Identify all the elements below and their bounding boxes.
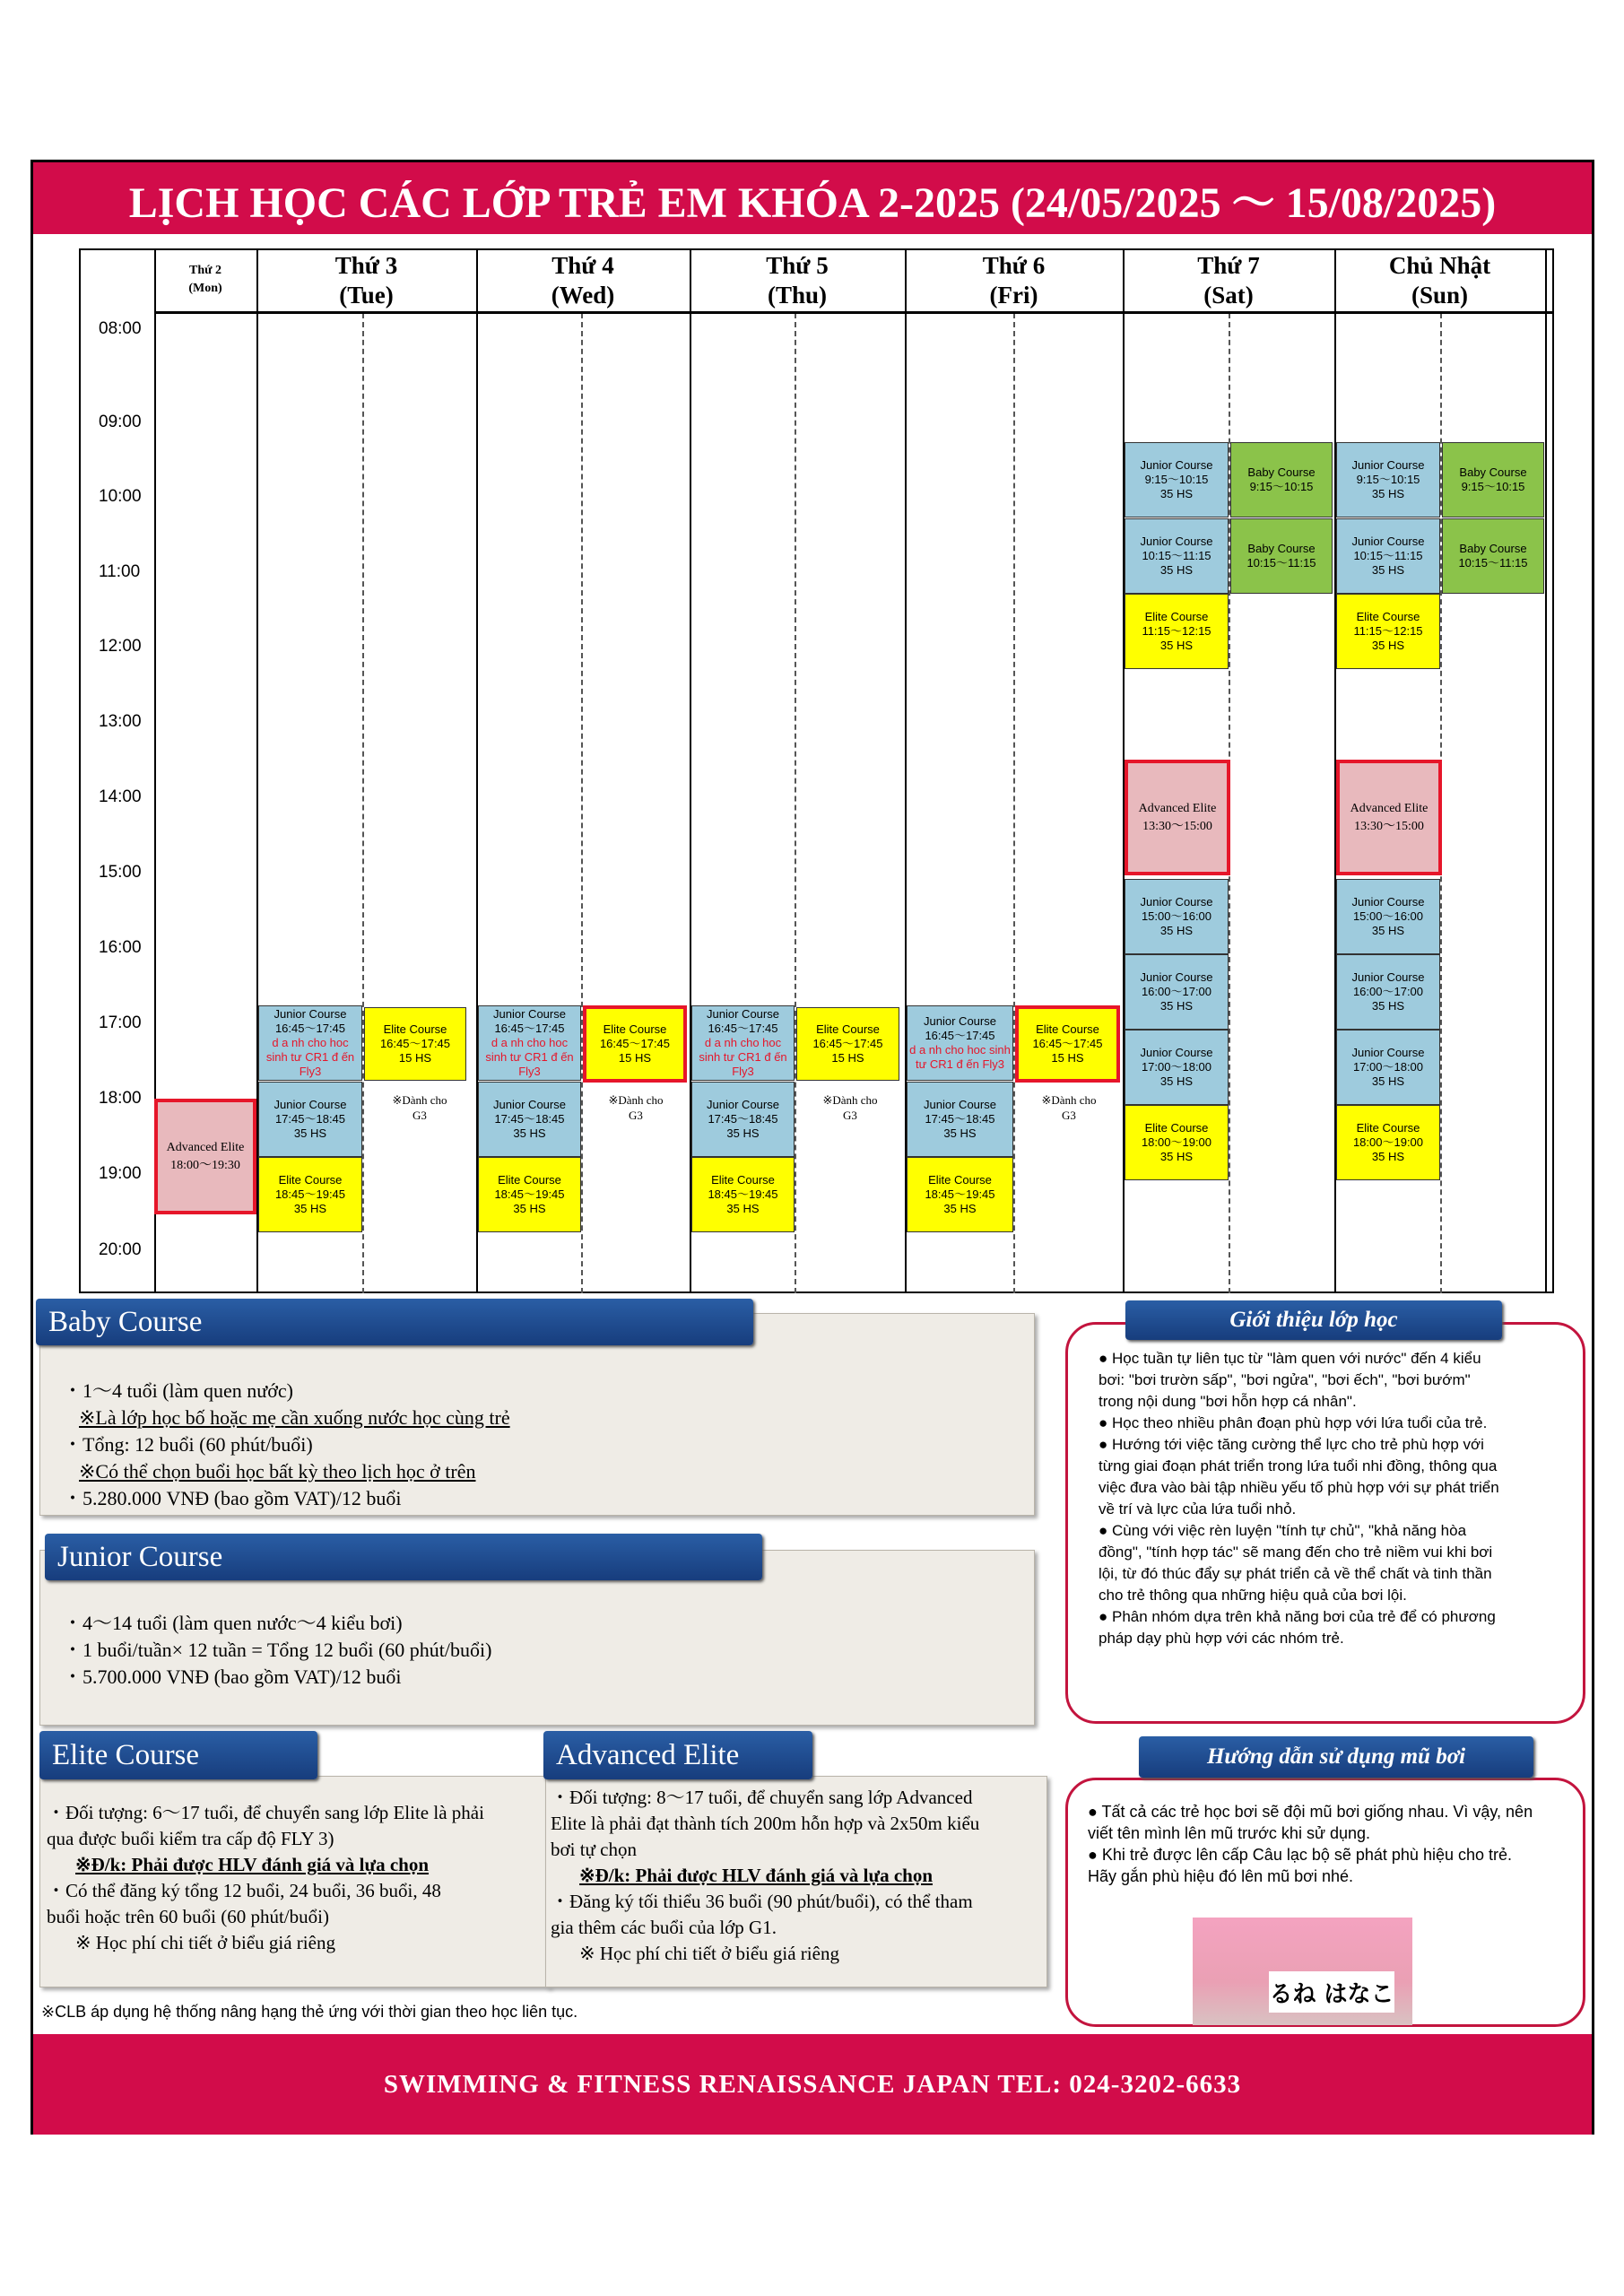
intro-text: ● Học tuần tự liên tục từ "làm quen với nước" đến 4 kiểu bơi: "bơi trườn sấp", "bơi ngửa", "bơi ếch", "bơi bướm" trong nội dung "bơi hỗn hợp cá nhân". ● Học theo nhiều phân đoạn phù hợp với lứa tuổi của trẻ. ● Hướng tới việc tăng cường thể lực cho trẻ phù hợp với từng giai đoạn phát triển trong lứa tuổi nhi đồng, thông qua việc đưa vào bài tập nhiều yếu tố phù hợp với sự phát triển về trí và lực của lứa tuổi nhỏ. ● Cùng với việc rèn luyện "tính tự chủ", "khả năng hòa đồng", "tính hợp tác" sẽ mang đến cho trẻ niềm vui khi bơi lội, từ đó thúc đẩy sự phát triển cả về thể chất và tinh thần cho trẻ thông qua những hiệu quả của bơi lội. ● Phân nhóm dựa trên khả năng bơi của trẻ để có phương pháp dạy phù hợp với các nhóm trẻ. (1099, 1350, 1499, 1647)
class-junior-wed-b[interactable]: Junior Course 17:45～18:45 35 HS (478, 1082, 581, 1157)
class-junior-tue-a[interactable]: Junior Course 16:45～17:45 d a nh cho hoc sinh tư CR1 đ ến Fly3 (258, 1005, 362, 1081)
class-junior-sun-1500[interactable]: Junior Course 15:00～16:00 35 HS (1336, 879, 1440, 954)
time-label: 16:00 (99, 938, 142, 957)
time-label: 19:00 (99, 1164, 142, 1183)
time-label: 15:00 (99, 863, 142, 882)
class-junior-sat-1500[interactable]: Junior Course 15:00～16:00 35 HS (1125, 879, 1229, 954)
class-elite-sun-1800[interactable]: Elite Course 18:00～19:00 35 HS (1336, 1105, 1440, 1180)
class-junior-sat-1015[interactable]: Junior Course 10:15～11:15 35 HS (1125, 518, 1229, 594)
class-baby-sat-0915[interactable]: Baby Course 9:15～10:15 (1230, 442, 1333, 517)
g3-note-fri: ※Dành cho G3 (1041, 1093, 1097, 1122)
time-label: 09:00 (99, 413, 142, 431)
time-label: 17:00 (99, 1013, 142, 1032)
advanced-elite-heading: Advanced Elite (543, 1731, 812, 1779)
class-junior-sun-1600[interactable]: Junior Course 16:00～17:00 35 HS (1336, 954, 1440, 1030)
class-junior-sat-0915[interactable]: Junior Course 9:15～10:15 35 HS (1125, 442, 1229, 517)
class-elite-sat-1800[interactable]: Elite Course 18:00～19:00 35 HS (1125, 1105, 1229, 1180)
day-header-fri: Thứ 6 (Fri) (982, 252, 1046, 309)
day-header-mon: Thứ 2 (Mon) (188, 264, 222, 295)
header-divider (154, 311, 1554, 314)
class-junior-thu-a[interactable]: Junior Course 16:45～17:45 d a nh cho hoc sinh tư CR1 đ ến Fly3 (691, 1005, 795, 1081)
class-elite-sun-1115[interactable]: Elite Course 11:15～12:15 35 HS (1336, 594, 1440, 669)
g3-note-tue: ※Dành cho G3 (392, 1093, 447, 1122)
class-baby-sat-1015[interactable]: Baby Course 10:15～11:15 (1230, 518, 1333, 594)
class-junior-sat-1600[interactable]: Junior Course 16:00～17:00 35 HS (1125, 954, 1229, 1030)
grid-dash (362, 313, 364, 1293)
grid-line (1545, 248, 1547, 1293)
swim-cap-image (1193, 1918, 1412, 2025)
time-label: 08:00 (99, 319, 142, 338)
time-label: 20:00 (99, 1240, 142, 1259)
intro-heading: Giới thiệu lớp học (1125, 1300, 1502, 1340)
grid-dash (1013, 313, 1015, 1293)
class-advanced-elite-mon[interactable]: Advanced Elite 18:00～19:30 (154, 1099, 256, 1214)
time-label: 12:00 (99, 637, 142, 656)
class-junior-wed-a[interactable]: Junior Course 16:45～17:45 d a nh cho hoc sinh tư CR1 đ ến Fly3 (478, 1005, 581, 1081)
junior-course-details: ・4～14 tuổi (làm quen nước～4 kiểu bơi) ・1 buổi/tuần× 12 tuần = Tổng 12 buổi (60 phút/buổi) ・5.700.000 VNĐ (bao gồm VAT)/12 buổi (63, 1612, 492, 1688)
elite-course-heading: Elite Course (39, 1731, 317, 1779)
class-elite-thu-b[interactable]: Elite Course 18:45～19:45 35 HS (691, 1157, 795, 1232)
time-label: 18:00 (99, 1089, 142, 1108)
class-elite-wed-b[interactable]: Elite Course 18:45～19:45 35 HS (478, 1157, 581, 1232)
grid-dash (581, 313, 583, 1293)
class-elite-fri-b[interactable]: Elite Course 18:45～19:45 35 HS (907, 1157, 1013, 1232)
class-junior-sat-1700[interactable]: Junior Course 17:00～18:00 35 HS (1125, 1030, 1229, 1105)
time-label: 14:00 (99, 787, 142, 806)
day-header-sun: Chủ Nhật (Sun) (1388, 252, 1491, 309)
footer-contact: SWIMMING & FITNESS RENAISSANCE JAPAN TEL: 024-3202-6633 (33, 2034, 1592, 2135)
class-junior-fri-a[interactable]: Junior Course 16:45～17:45 d a nh cho hoc sinh tư CR1 đ ến Fly3 (907, 1005, 1013, 1081)
g3-note-thu: ※Dành cho G3 (822, 1093, 878, 1122)
baby-course-details: ・1～4 tuổi (làm quen nước) ※Là lớp học bố hoặc mẹ cần xuống nước học cùng trẻ ・Tổng: 12 buổi (60 phút/buổi) ※Có thể chọn buổi học bất kỳ theo lịch học ở trên ・5.280.000 VNĐ (bao gồm VAT)/12 buổi (63, 1379, 510, 1509)
cap-name-tag: るね はなこ (1269, 1971, 1394, 2013)
class-advanced-elite-sun[interactable]: Advanced Elite 13:30～15:00 (1336, 760, 1442, 875)
swim-cap-text: ● Tất cả các trẻ học bơi sẽ đội mũ bơi giống nhau. Vì vậy, nên viết tên mình lên mũ trước khi sử dụng. ● Khi trẻ được lên cấp Câu lạc bộ sẽ phát phù hiệu cho trẻ. Hãy gắn phù hiệu đó lên mũ bơi nhé. (1088, 1803, 1533, 1885)
g3-note-wed: ※Dành cho G3 (608, 1093, 664, 1122)
page-title: LỊCH HỌC CÁC LỚP TRẺ EM KHÓA 2-2025 (24/05/2025 ～ 15/08/2025) (33, 162, 1592, 234)
class-elite-wed-a[interactable]: Elite Course 16:45～17:45 15 HS (583, 1005, 687, 1083)
day-header-sat: Thứ 7 (Sat) (1197, 252, 1260, 309)
day-header-thu: Thứ 5 (Thu) (766, 252, 829, 309)
day-header-wed: Thứ 4 (Wed) (551, 252, 615, 309)
footnote: ※CLB áp dụng hệ thống nâng hạng thẻ ứng với thời gian theo học liên tục. (41, 2003, 578, 2021)
class-junior-thu-b[interactable]: Junior Course 17:45～18:45 35 HS (691, 1082, 795, 1157)
class-advanced-elite-sat[interactable]: Advanced Elite 13:30～15:00 (1125, 760, 1230, 875)
class-elite-sat-1115[interactable]: Elite Course 11:15～12:15 35 HS (1125, 594, 1229, 669)
class-elite-thu-a[interactable]: Elite Course 16:45～17:45 15 HS (796, 1007, 899, 1081)
advanced-elite-details: ・Đối tượng: 8～17 tuổi, để chuyển sang lớp Advanced Elite là phải đạt thành tích 200m hỗn hợp và 2x50m kiểu bơi tự chọn ※Đ/k: Phải được HLV đánh giá và lựa chọn ・Đăng ký tối thiểu 36 buổi (90 phút/buổi), có thể tham gia thêm các buổi của lớp G1. ※ Học phí chi tiết ở biểu giá riêng (551, 1787, 980, 1964)
class-elite-tue-b[interactable]: Elite Course 18:45～19:45 35 HS (258, 1157, 362, 1232)
day-header-tue: Thứ 3 (Tue) (334, 252, 398, 309)
class-junior-sun-1700[interactable]: Junior Course 17:00～18:00 35 HS (1336, 1030, 1440, 1105)
class-baby-sun-1015[interactable]: Baby Course 10:15～11:15 (1442, 518, 1544, 594)
class-junior-fri-b[interactable]: Junior Course 17:45～18:45 35 HS (907, 1082, 1013, 1157)
time-label: 10:00 (99, 487, 142, 506)
junior-course-heading: Junior Course (45, 1534, 762, 1580)
class-elite-fri-a[interactable]: Elite Course 16:45～17:45 15 HS (1015, 1005, 1120, 1083)
time-label: 13:00 (99, 712, 142, 731)
class-junior-sun-1015[interactable]: Junior Course 10:15～11:15 35 HS (1336, 518, 1440, 594)
time-label: 11:00 (99, 562, 141, 581)
class-junior-sun-0915[interactable]: Junior Course 9:15～10:15 35 HS (1336, 442, 1440, 517)
elite-course-details: ・Đối tượng: 6～17 tuổi, để chuyển sang lớp Elite là phải qua được buổi kiểm tra cấp độ FLY 3) ※Đ/k: Phải được HLV đánh giá và lựa chọn ・Có thể đăng ký tổng 12 buổi, 24 buổi, 36 buổi, 48 buổi hoặc trên 60 buổi (60 phút/buổi) ※ Học phí chi tiết ở biểu giá riêng (47, 1802, 484, 1953)
grid-dash (795, 313, 796, 1293)
class-elite-tue-a[interactable]: Elite Course 16:45～17:45 15 HS (364, 1007, 466, 1081)
swim-cap-heading: Hướng dẫn sử dụng mũ bơi (1139, 1736, 1533, 1778)
baby-course-heading: Baby Course (36, 1299, 753, 1345)
class-junior-tue-b[interactable]: Junior Course 17:45～18:45 35 HS (258, 1082, 362, 1157)
class-baby-sun-0915[interactable]: Baby Course 9:15～10:15 (1442, 442, 1544, 517)
